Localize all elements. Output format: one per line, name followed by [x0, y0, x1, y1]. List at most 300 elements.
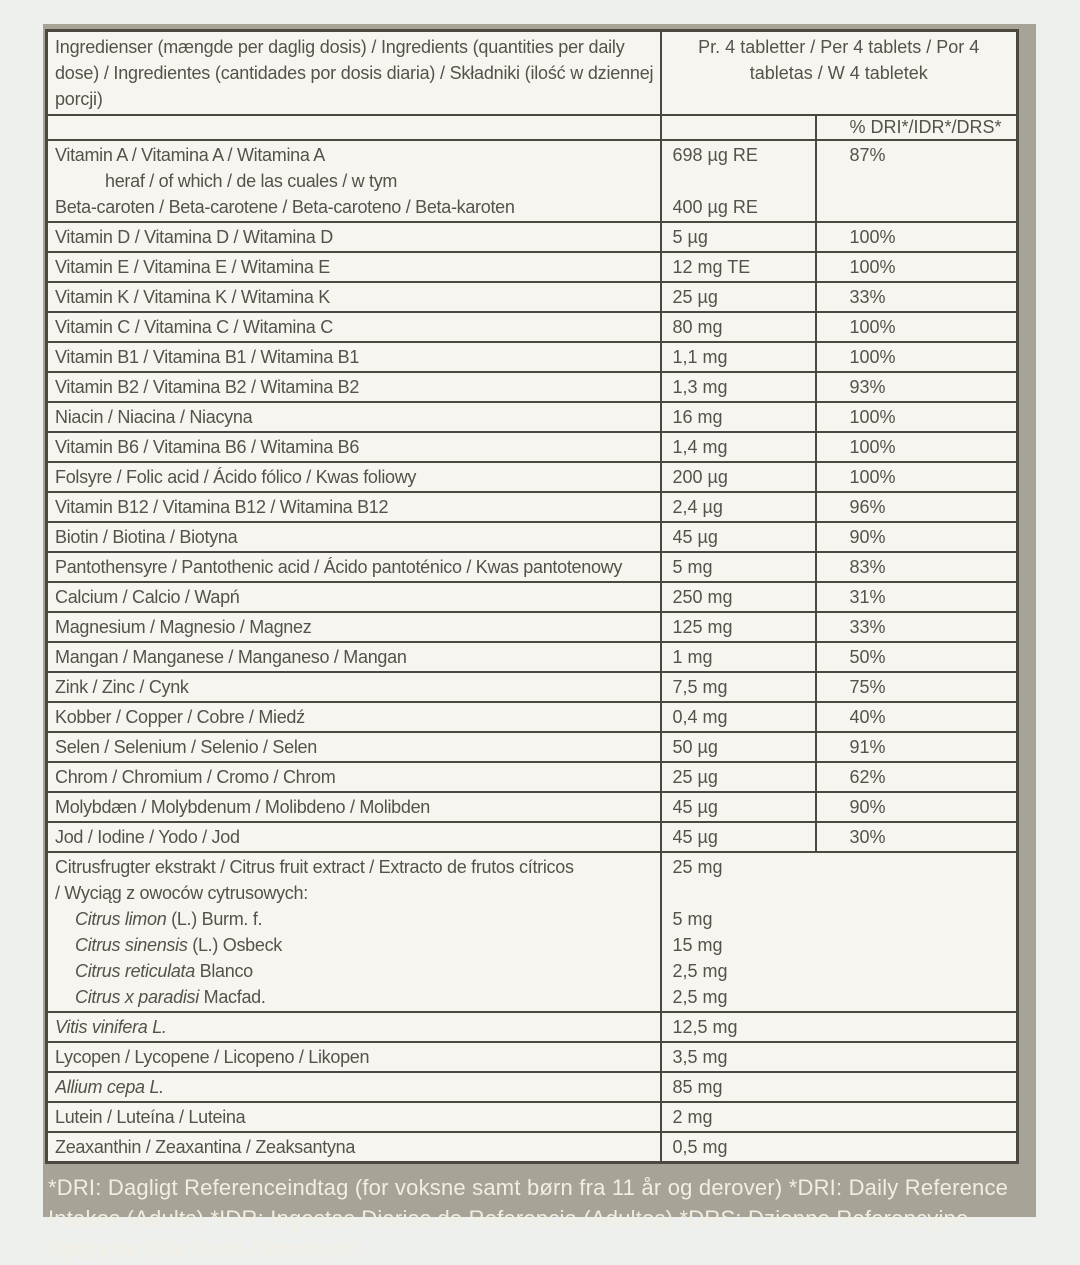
text-segment: 100% [849, 467, 896, 487]
text-line [55, 614, 656, 640]
text-segment: Zink / Zinc / Cynk [55, 677, 189, 697]
text-line [850, 284, 1013, 310]
text-line [55, 584, 656, 610]
ingredient-name-cell [47, 672, 661, 702]
text-line [673, 984, 1013, 1010]
text-line [55, 984, 656, 1010]
table-row [47, 252, 1018, 282]
amount-cell [661, 522, 816, 552]
text-segment: Vitamin A / Vitamina A / Witamina A [55, 145, 325, 165]
table-row [47, 852, 1018, 1012]
text-line [673, 854, 1013, 880]
text-segment: Vitamin B12 / Vitamina B12 / Witamina B12 [55, 497, 389, 517]
text-line [673, 906, 1013, 932]
text-segment: 40% [849, 707, 886, 727]
text-line [673, 142, 811, 168]
dri-percent-cell [816, 522, 1018, 552]
text-line [673, 1044, 1013, 1070]
dri-percent-cell [816, 140, 1018, 222]
text-line [673, 644, 811, 670]
text-segment: 96% [849, 497, 886, 517]
text-segment: 5 µg [672, 227, 708, 247]
amount-cell [661, 282, 816, 312]
text-line [673, 932, 1013, 958]
ingredient-name-cell [47, 1102, 661, 1132]
table-row [47, 222, 1018, 252]
text-line [850, 404, 1013, 430]
ingredient-name-cell [47, 762, 661, 792]
amount-cell [661, 312, 816, 342]
text-line [673, 824, 811, 850]
dri-percent-cell [816, 702, 1018, 732]
text-line [55, 906, 656, 932]
dri-percent-cell [816, 222, 1018, 252]
dri-percent-cell [816, 432, 1018, 462]
text-line [850, 644, 1013, 670]
dri-percent-cell [816, 342, 1018, 372]
text-segment: 87% [849, 145, 886, 165]
text-segment: Folsyre / Folic acid / Ácido fólico / Kwas foliowy [55, 467, 417, 487]
text-segment: Lycopen / Lycopene / Licopeno / Likopen [55, 1047, 370, 1067]
table-row [47, 312, 1018, 342]
text-segment: 45 µg [672, 527, 718, 547]
table-row [47, 822, 1018, 852]
text-line [55, 764, 656, 790]
amount-cell [661, 672, 816, 702]
ingredient-name-cell [47, 492, 661, 522]
text-line [55, 374, 656, 400]
text-line [55, 880, 656, 906]
text-line [673, 880, 1013, 906]
text-line [850, 374, 1013, 400]
text-line [55, 168, 656, 194]
text-segment: Citrusfrugter ekstrakt / Citrus fruit extract / Extracto de frutos cítricos [55, 857, 574, 877]
text-line [55, 1044, 656, 1070]
dri-percent-cell [816, 462, 1018, 492]
dri-percent-cell [816, 552, 1018, 582]
text-line [55, 734, 656, 760]
amount-cell [661, 792, 816, 822]
text-segment: 0,4 mg [672, 707, 728, 727]
text-segment: 7,5 mg [672, 677, 728, 697]
amount-cell [661, 552, 816, 582]
text-segment: Mangan / Manganese / Manganeso / Mangan [55, 647, 407, 667]
species-name: Citrus reticulata [75, 961, 195, 981]
text-segment: 100% [849, 227, 896, 247]
table-row [47, 1072, 1018, 1102]
text-segment: Macfad. [198, 987, 266, 1007]
text-segment: 62% [849, 767, 886, 787]
text-line [673, 614, 811, 640]
table-subheader-row [47, 115, 1018, 140]
text-line [850, 794, 1013, 820]
text-line [850, 764, 1013, 790]
text-line [673, 374, 811, 400]
header-per-tablets: Pr. 4 tabletter / Per 4 tablets / Por 4 tabletas / W 4 tabletek [661, 31, 1018, 116]
text-line [673, 524, 811, 550]
text-line [55, 524, 656, 550]
text-segment: 31% [849, 587, 886, 607]
text-line [850, 704, 1013, 730]
ingredient-name-cell [47, 462, 661, 492]
table-row [47, 672, 1018, 702]
text-segment: Beta-caroten / Beta-carotene / Beta-caroteno / Beta-karoten [55, 197, 515, 217]
header-ingredients: Ingredienser (mængde per daglig dosis) / Ingredients (quantities per daily dose) / Ingredientes (cantidades por dosis diaria) / Składniki (ilość w dziennej porcji) [47, 31, 661, 116]
text-line [673, 674, 811, 700]
amount-cell [661, 372, 816, 402]
text-segment: 200 µg [672, 467, 728, 487]
table-row [47, 1102, 1018, 1132]
supplement-label [43, 24, 1036, 1262]
text-segment: 1,3 mg [672, 377, 728, 397]
text-segment: Vitamin K / Vitamina K / Witamina K [55, 287, 330, 307]
dri-percent-cell [816, 672, 1018, 702]
text-segment: 2,5 mg [672, 987, 728, 1007]
text-line [55, 494, 656, 520]
amount-cell [661, 732, 816, 762]
text-line [55, 1134, 656, 1160]
subheader-empty-amount [661, 115, 816, 140]
text-segment: 1,1 mg [672, 347, 728, 367]
table-row [47, 1012, 1018, 1042]
table-row [47, 402, 1018, 432]
dri-percent-cell [816, 492, 1018, 522]
text-segment: 1,4 mg [672, 437, 728, 457]
table-row [47, 1132, 1018, 1163]
ingredient-name-cell [47, 792, 661, 822]
text-line [55, 344, 656, 370]
text-line [673, 1074, 1013, 1100]
table-row [47, 582, 1018, 612]
table-row [47, 282, 1018, 312]
table-row [47, 140, 1018, 222]
text-line [55, 854, 656, 880]
text-line [55, 644, 656, 670]
text-line [850, 464, 1013, 490]
table-row [47, 492, 1018, 522]
ingredient-name-cell [47, 432, 661, 462]
text-line [55, 1104, 656, 1130]
ingredient-name-cell [47, 1132, 661, 1163]
text-line [673, 794, 811, 820]
text-line [673, 704, 811, 730]
amount-cell [661, 1132, 1018, 1163]
text-segment: Jod / Iodine / Yodo / Jod [55, 827, 240, 847]
ingredient-name-cell [47, 222, 661, 252]
amount-cell [661, 702, 816, 732]
dri-percent-cell [816, 582, 1018, 612]
text-line [673, 554, 811, 580]
dri-footnote: *DRI: Dagligt Referenceindtag (for voksne samt børn fra 11 år og derover) *DRI: Daily Reference Intakes (Adults) *IDR: Ingestas Diarias de Referencia (Adultos) *DRS: Dzienne Referencyjne Spożycia (Dla Osób Dorosłych) [48, 1175, 1009, 1262]
text-segment: Blanco [194, 961, 253, 981]
dri-percent-cell [816, 372, 1018, 402]
text-line [673, 1134, 1013, 1160]
ingredient-name-cell [47, 282, 661, 312]
text-line [850, 344, 1013, 370]
text-segment: Magnesium / Magnesio / Magnez [55, 617, 312, 637]
text-line [55, 434, 656, 460]
ingredient-name-cell [47, 1012, 661, 1042]
text-segment: 91% [849, 737, 886, 757]
text-segment: 100% [849, 347, 896, 367]
text-segment: heraf / of which / de las cuales / w tym [105, 171, 398, 191]
dri-percent-cell [816, 642, 1018, 672]
text-line [673, 404, 811, 430]
text-line [55, 464, 656, 490]
text-segment: Vitamin E / Vitamina E / Witamina E [55, 257, 330, 277]
text-segment: 16 mg [672, 407, 723, 427]
text-segment: Chrom / Chromium / Cromo / Chrom [55, 767, 336, 787]
text-line [673, 734, 811, 760]
ingredient-name-cell [47, 582, 661, 612]
table-row [47, 462, 1018, 492]
text-line [850, 254, 1013, 280]
text-segment: Vitamin D / Vitamina D / Witamina D [55, 227, 333, 247]
ingredient-name-cell [47, 852, 661, 1012]
text-segment: 90% [849, 527, 886, 547]
text-segment: 5 mg [672, 909, 713, 929]
table-row [47, 1042, 1018, 1072]
table-row [47, 552, 1018, 582]
text-line [673, 958, 1013, 984]
amount-cell [661, 432, 816, 462]
species-name: Vitis vinifera L. [55, 1017, 167, 1037]
text-line [55, 958, 656, 984]
text-line [673, 584, 811, 610]
dri-percent-cell [816, 792, 1018, 822]
amount-cell [661, 612, 816, 642]
text-segment: Molybdæn / Molybdenum / Molibdeno / Molibden [55, 797, 431, 817]
amount-cell [661, 852, 1018, 1012]
text-line [673, 464, 811, 490]
dri-percent-cell [816, 762, 1018, 792]
text-segment: Zeaxanthin / Zeaxantina / Zeaksantyna [55, 1137, 356, 1157]
amount-cell [661, 462, 816, 492]
table-row [47, 792, 1018, 822]
dri-percent-cell [816, 732, 1018, 762]
dri-percent-cell [816, 402, 1018, 432]
text-segment: Lutein / Luteína / Luteina [55, 1107, 246, 1127]
text-line [850, 584, 1013, 610]
ingredient-name-cell [47, 402, 661, 432]
text-segment: 1 mg [672, 647, 713, 667]
text-segment: Pantothensyre / Pantothenic acid / Ácido pantoténico / Kwas pantotenowy [55, 557, 623, 577]
text-segment: Vitamin B6 / Vitamina B6 / Witamina B6 [55, 437, 360, 457]
text-line [850, 524, 1013, 550]
ingredient-name-cell [47, 702, 661, 732]
ingredient-name-cell [47, 552, 661, 582]
text-line [55, 794, 656, 820]
table-row [47, 342, 1018, 372]
text-segment: 15 mg [672, 935, 723, 955]
text-line [55, 1014, 656, 1040]
text-line [55, 142, 656, 168]
dri-percent-cell [816, 252, 1018, 282]
text-segment: 75% [849, 677, 886, 697]
text-segment: 25 µg [672, 767, 718, 787]
species-name: Citrus limon [75, 909, 167, 929]
text-segment: 250 mg [672, 587, 733, 607]
text-segment: 25 µg [672, 287, 718, 307]
text-line [55, 824, 656, 850]
text-segment: 50% [849, 647, 886, 667]
text-line [850, 142, 1013, 168]
amount-cell [661, 342, 816, 372]
text-segment: 85 mg [672, 1077, 723, 1097]
amount-cell [661, 252, 816, 282]
text-line [55, 704, 656, 730]
text-segment: 90% [849, 797, 886, 817]
text-segment: 33% [849, 617, 886, 637]
text-line [673, 224, 811, 250]
text-segment: (L.) Osbeck [187, 935, 282, 955]
text-line [55, 1074, 656, 1100]
text-line [55, 224, 656, 250]
text-segment: Calcium / Calcio / Wapń [55, 587, 240, 607]
text-segment: 100% [849, 257, 896, 277]
text-line [673, 494, 811, 520]
text-line [55, 254, 656, 280]
text-line [673, 344, 811, 370]
ingredient-name-cell [47, 342, 661, 372]
text-segment: 2,4 µg [672, 497, 723, 517]
text-line [673, 254, 811, 280]
text-segment: 2 mg [672, 1107, 713, 1127]
text-segment: 33% [849, 287, 886, 307]
text-line [673, 434, 811, 460]
amount-cell [661, 1102, 1018, 1132]
text-line [673, 284, 811, 310]
text-segment: 2,5 mg [672, 961, 728, 981]
text-segment: 83% [849, 557, 886, 577]
text-segment: 50 µg [672, 737, 718, 757]
text-line [55, 674, 656, 700]
text-segment: / Wyciąg z owoców cytrusowych: [55, 883, 308, 903]
table-row [47, 612, 1018, 642]
table-row [47, 432, 1018, 462]
text-segment: 125 mg [672, 617, 733, 637]
amount-cell [661, 402, 816, 432]
text-line [55, 284, 656, 310]
text-line [673, 764, 811, 790]
amount-cell [661, 1072, 1018, 1102]
text-segment: Vitamin C / Vitamina C / Witamina C [55, 317, 333, 337]
text-segment: 25 mg [672, 857, 723, 877]
text-line [850, 734, 1013, 760]
text-line [850, 224, 1013, 250]
text-line [850, 824, 1013, 850]
text-segment: Vitamin B2 / Vitamina B2 / Witamina B2 [55, 377, 360, 397]
subheader-empty-name [47, 115, 661, 140]
amount-cell [661, 222, 816, 252]
text-line [673, 168, 811, 194]
ingredient-name-cell [47, 372, 661, 402]
text-segment: 100% [849, 407, 896, 427]
text-line [850, 434, 1013, 460]
ingredient-name-cell [47, 252, 661, 282]
table-row [47, 642, 1018, 672]
text-line [55, 554, 656, 580]
text-segment: 698 µg RE [672, 145, 758, 165]
ingredient-name-cell [47, 522, 661, 552]
ingredient-name-cell [47, 612, 661, 642]
text-segment: 100% [849, 317, 896, 337]
amount-cell [661, 762, 816, 792]
dri-percent-cell [816, 822, 1018, 852]
header-dri: % DRI*/IDR*/DRS* [816, 115, 1018, 140]
text-segment: Niacin / Niacina / Niacyna [55, 407, 253, 427]
text-segment: 12,5 mg [672, 1017, 738, 1037]
table-header-row [47, 31, 1018, 116]
text-line [673, 314, 811, 340]
table-row [47, 522, 1018, 552]
text-segment: 30% [849, 827, 886, 847]
text-segment: Biotin / Biotina / Biotyna [55, 527, 238, 547]
text-segment: 0,5 mg [672, 1137, 728, 1157]
species-name: Citrus x paradisi [75, 987, 199, 1007]
ingredient-name-cell [47, 732, 661, 762]
ingredients-table [45, 29, 1019, 1164]
species-name: Citrus sinensis [75, 935, 188, 955]
text-segment: 400 µg RE [672, 197, 758, 217]
text-line [673, 1014, 1013, 1040]
text-segment: Selen / Selenium / Selenio / Selen [55, 737, 317, 757]
text-line [55, 404, 656, 430]
amount-cell [661, 642, 816, 672]
text-line [55, 932, 656, 958]
text-segment: 100% [849, 437, 896, 457]
amount-cell [661, 822, 816, 852]
table-row [47, 732, 1018, 762]
text-segment: 80 mg [672, 317, 723, 337]
text-line [55, 314, 656, 340]
text-line [850, 494, 1013, 520]
amount-cell [661, 492, 816, 522]
amount-cell [661, 140, 816, 222]
text-segment: 5 mg [672, 557, 713, 577]
text-line [850, 554, 1013, 580]
text-segment: (L.) Burm. f. [166, 909, 263, 929]
table-row [47, 372, 1018, 402]
text-segment: 45 µg [672, 827, 718, 847]
text-line [55, 194, 656, 220]
ingredient-name-cell [47, 1072, 661, 1102]
ingredient-name-cell [47, 822, 661, 852]
text-segment: 45 µg [672, 797, 718, 817]
text-line [850, 314, 1013, 340]
text-segment: 3,5 mg [672, 1047, 728, 1067]
dri-percent-cell [816, 282, 1018, 312]
text-segment: Vitamin B1 / Vitamina B1 / Witamina B1 [55, 347, 360, 367]
text-segment: 93% [849, 377, 886, 397]
amount-cell [661, 582, 816, 612]
ingredient-name-cell [47, 312, 661, 342]
ingredient-name-cell [47, 140, 661, 222]
table-row [47, 762, 1018, 792]
text-line [850, 674, 1013, 700]
text-segment: Kobber / Copper / Cobre / Miedź [55, 707, 305, 727]
text-segment: 12 mg TE [672, 257, 751, 277]
amount-cell [661, 1012, 1018, 1042]
amount-cell [661, 1042, 1018, 1072]
dri-percent-cell [816, 312, 1018, 342]
species-name: Allium cepa L. [55, 1077, 164, 1097]
text-line [673, 1104, 1013, 1130]
ingredient-name-cell [47, 1042, 661, 1072]
text-line [673, 194, 811, 220]
text-line [850, 614, 1013, 640]
dri-percent-cell [816, 612, 1018, 642]
